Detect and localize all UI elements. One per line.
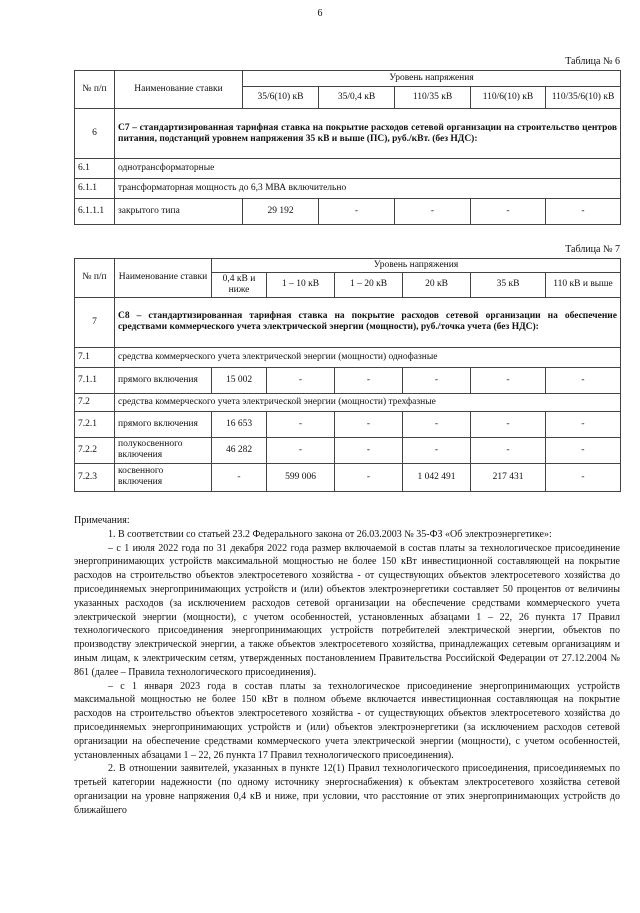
table6-level: 35/0,4 кВ: [319, 87, 395, 109]
row-num: 6: [75, 109, 115, 159]
table-row: [75, 109, 621, 159]
row-text: средства коммерческого учета электрической энергии (мощности) трехфазные: [115, 393, 621, 411]
cell-value: -: [335, 437, 403, 463]
cell-value: -: [471, 367, 546, 393]
row-name: прямого включения: [115, 367, 212, 393]
table6-header-name: Наименование ставки: [115, 71, 243, 109]
row-num: 7.2.1: [75, 411, 115, 437]
table-row: [75, 437, 621, 463]
cell-value: 599 006: [267, 463, 335, 491]
page-number: 6: [317, 8, 323, 19]
cell-value: -: [471, 437, 546, 463]
cell-value: 1 042 491: [403, 463, 471, 491]
table6-level: 35/6(10) кВ: [243, 87, 319, 109]
cell-value: -: [546, 367, 621, 393]
cell-value: 16 653: [212, 411, 267, 437]
table-row: [75, 199, 621, 225]
cell-value: -: [403, 437, 471, 463]
table7-level: 1 – 20 кВ: [335, 273, 403, 298]
row-num: 7.1: [75, 347, 115, 367]
table6-level: 110/35 кВ: [395, 87, 471, 109]
row-text: трансформаторная мощность до 6,3 МВА включительно: [115, 179, 621, 199]
row-name: полукосвенного включения: [115, 437, 212, 463]
row-num: 7: [75, 297, 115, 347]
row-name: прямого включения: [115, 411, 212, 437]
row-name: косвенного включения: [115, 463, 212, 491]
row-num: 6.1.1.1: [75, 199, 115, 225]
cell-value: -: [335, 463, 403, 491]
table-row: [75, 367, 621, 393]
table-row: [75, 297, 621, 347]
table-row: [75, 179, 621, 199]
cell-value: -: [335, 367, 403, 393]
table6-caption: Таблица № 6: [565, 56, 620, 67]
note-paragraph: 2. В отношении заявителей, указанных в пункте 12(1) Правил технологического присоединения, присоединяемых по третьей категории надежности (по одному источнику энергоснабжения) к объектам электросетевого хозяйства сетевой организации на уровне напряжения 0,4 кВ и ниже, при условии, что расстояние от этих энергопринимающих устройств до ближайшего: [74, 763, 620, 816]
cell-value: -: [546, 199, 621, 225]
row-num: 7.1.1: [75, 367, 115, 393]
cell-value: -: [335, 411, 403, 437]
cell-value: -: [395, 199, 471, 225]
table-row: [75, 159, 621, 179]
cell-value: -: [546, 463, 621, 491]
table-row: [75, 347, 621, 367]
cell-value: -: [212, 463, 267, 491]
table6-level: 110/6(10) кВ: [471, 87, 546, 109]
table-row: [75, 393, 621, 411]
note-paragraph: – с 1 января 2023 года в состав платы за технологическое присоединение энергопринимающих устройств максимальной мощностью не более 150 кВт в полном объеме включается инвестиционная составляющая на покрытие расходов на строительство объектов электросетевого хозяйства - от существующих объектов электросетевого хозяйства до присоединяемых энергопринимающих устройств и (или) объектов электроэнергетики (за исключением расходов сетевой организации на обеспечение средствами коммерческого учета электрической энергии (мощности), с учетом особенностей, установленных абзацами 1 – 22, 26 пункта 17 Правил технологического присоединения).: [74, 680, 620, 761]
table7-level: 0,4 кВ и ниже: [212, 273, 267, 298]
cell-value: -: [546, 411, 621, 437]
cell-value: -: [267, 437, 335, 463]
row-text: средства коммерческого учета электрической энергии (мощности) однофазные: [115, 347, 621, 367]
table7-level: 110 кВ и выше: [546, 273, 621, 298]
table-row: [75, 463, 621, 491]
cell-value: -: [471, 199, 546, 225]
row-num: 7.2: [75, 393, 115, 411]
row-num: 6.1: [75, 159, 115, 179]
table7-header-name: Наименование ставки: [115, 259, 212, 298]
table7-level: 35 кВ: [471, 273, 546, 298]
cell-value: -: [403, 411, 471, 437]
notes-section: [74, 514, 620, 818]
note-paragraph: 1. В соответствии со статьей 23.2 Федерального закона от 26.03.2003 № 35-ФЗ «Об электроэнергетике»:: [108, 528, 552, 540]
row-num: 7.2.2: [75, 437, 115, 463]
table7-level: 1 – 10 кВ: [267, 273, 335, 298]
table7: [74, 258, 621, 492]
table6-header-num: № п/п: [75, 71, 115, 109]
row-name: закрытого типа: [115, 199, 243, 225]
row-num: 7.2.3: [75, 463, 115, 491]
cell-value: 46 282: [212, 437, 267, 463]
table7-level: 20 кВ: [403, 273, 471, 298]
section-text: С8 – стандартизированная тарифная ставка на покрытие расходов сетевой организации на обеспечение средствами коммерческого учета электрической энергии (мощности), руб./точка учета (без НДС):: [115, 297, 621, 347]
cell-value: 217 431: [471, 463, 546, 491]
cell-value: -: [403, 367, 471, 393]
table7-header-num: № п/п: [75, 259, 115, 298]
table7-caption: Таблица № 7: [565, 244, 620, 255]
cell-value: -: [471, 411, 546, 437]
cell-value: -: [267, 411, 335, 437]
table6: [74, 70, 621, 225]
cell-value: -: [546, 437, 621, 463]
row-num: 6.1.1: [75, 179, 115, 199]
table-row: [75, 411, 621, 437]
table6-header-level: Уровень напряжения: [243, 71, 621, 87]
notes-heading: Примечания:: [74, 515, 130, 526]
cell-value: -: [319, 199, 395, 225]
row-text: однотрансформаторные: [115, 159, 621, 179]
section-text: С7 – стандартизированная тарифная ставка на покрытие расходов сетевой организации на строительство центров питания, подстанций уровнем напряжения 35 кВ и выше (ПС), руб./кВт. (без НДС):: [115, 109, 621, 159]
cell-value: 29 192: [243, 199, 319, 225]
table6-level: 110/35/6(10) кВ: [546, 87, 621, 109]
cell-value: 15 002: [212, 367, 267, 393]
cell-value: -: [267, 367, 335, 393]
table7-header-level: Уровень напряжения: [212, 259, 621, 273]
note-paragraph: – с 1 июля 2022 года по 31 декабря 2022 года размер включаемой в состав платы за технологическое присоединение энергопринимающих устройств максимальной мощностью не более 150 кВт инвестиционной составляющей на покрытие расходов на строительство объектов электросетевого хозяйства - от существующих объектов электросетевого хозяйства до присоединяемых энергопринимающих устройств и (или) объектов электроэнергетики составляет 50 процентов от величины указанных расходов (за исключением расходов сетевой организации на обеспечение средствами коммерческого учета электрической энергии (мощности), с учетом особенностей, установленных абзацами 1 – 22, 26 пункта 17 Правил технологического присоединения энергопринимающих устройств потребителей электрической энергии, объектов по производству электрической энергии, а также объектов электросетевого хозяйства, принадлежащих сетевым организациям и иным лицам, к электрическим сетям, утвержденных постановлением Правительства Российской Федерации от 27.12.2004 № 861 (далее – Правила технологического присоединения).: [74, 542, 620, 678]
